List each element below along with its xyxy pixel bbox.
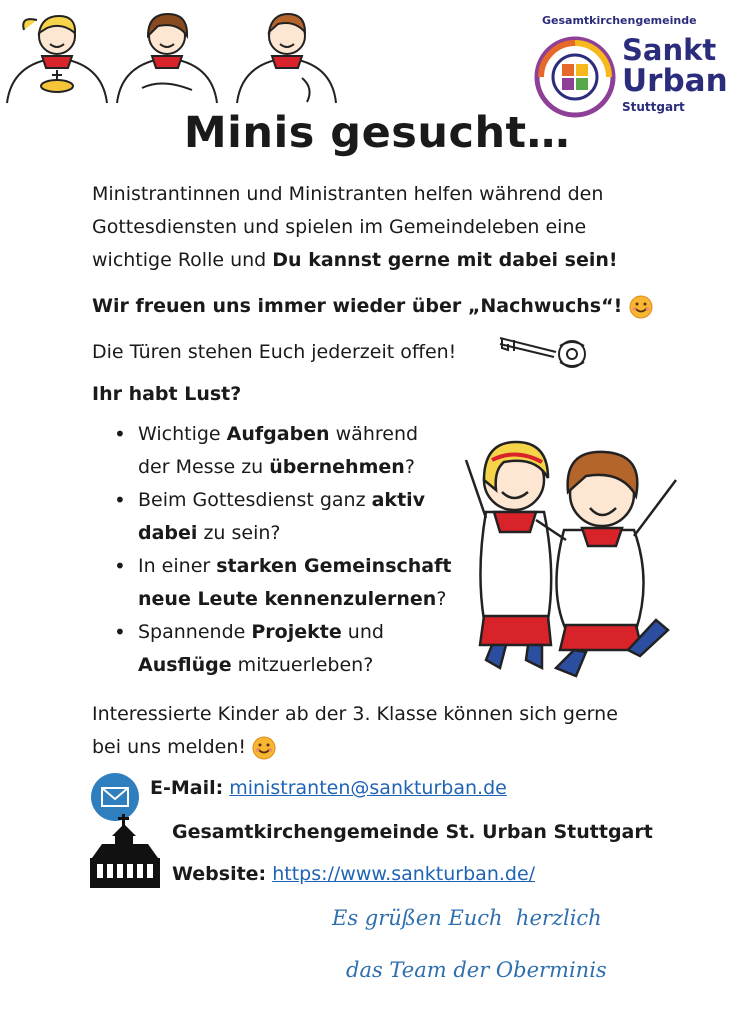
list-item <box>114 616 451 682</box>
outro-paragraph <box>92 698 652 764</box>
email-link[interactable]: ministranten@sankturban.de <box>229 777 507 799</box>
smiley-icon <box>629 295 653 319</box>
signature-line2: das Team der Oberminis <box>346 958 607 982</box>
list-item-text: der Messe zu <box>138 456 270 478</box>
intro-bold: Du kannst gerne mit dabei sein! <box>272 249 618 271</box>
list-item <box>114 550 451 616</box>
jumping-servers-illustration <box>456 420 696 680</box>
list-item-text: zu sein? <box>197 522 281 544</box>
outro-text: Interessierte Kinder ab der 3. Klasse können sich gerne bei uns melden! <box>92 703 618 758</box>
parish-name: Gesamtkirchengemeinde St. Urban Stuttgart <box>172 821 653 843</box>
list-item-text: ? <box>436 588 447 610</box>
intro-paragraph <box>92 178 652 277</box>
altar-servers-illustration <box>2 8 338 108</box>
reasons-list <box>114 418 451 682</box>
list-item-text: In einer <box>138 555 217 577</box>
nachwuchs-line <box>92 290 653 323</box>
logo-top-line: Gesamtkirchengemeinde <box>542 14 697 27</box>
website-link[interactable]: https://www.sankturban.de/ <box>272 863 536 885</box>
list-item <box>114 484 451 550</box>
list-item-bold: aktiv <box>371 489 426 511</box>
list-item-text: während <box>329 423 419 445</box>
logo-city: Stuttgart <box>622 100 685 114</box>
list-item-bold: Projekte <box>251 621 342 643</box>
website-line <box>172 858 535 891</box>
church-icon <box>88 814 162 890</box>
doors-line: Die Türen stehen Euch jederzeit offen! <box>92 341 457 363</box>
smiley-icon <box>252 736 276 760</box>
list-item-text: mitzuerleben? <box>231 654 374 676</box>
list-item-bold: Ausflüge <box>138 654 232 676</box>
list-item-text: Beim Gottesdienst ganz <box>138 489 372 511</box>
list-item-bold: übernehmen <box>269 456 405 478</box>
logo-name-line2: Urban <box>622 63 728 99</box>
list-item-text: Wichtige <box>138 423 227 445</box>
email-label: E-Mail: <box>150 777 224 799</box>
email-line <box>150 772 507 805</box>
list-item-text: ? <box>404 456 415 478</box>
key-icon <box>496 330 590 370</box>
list-item-text: Spannende <box>138 621 252 643</box>
list-item-bold: dabei <box>138 522 198 544</box>
website-label: Website: <box>172 863 267 885</box>
list-item-bold: Aufgaben <box>226 423 330 445</box>
logo-name-line1: Sankt <box>622 33 717 67</box>
lust-heading: Ihr habt Lust? <box>92 383 242 405</box>
page-title: Minis gesucht… <box>183 108 571 158</box>
list-item-bold: neue Leute kennenzulernen <box>138 588 437 610</box>
nachwuchs-text: Wir freuen uns immer wieder über „Nachwuchs“! <box>92 295 623 317</box>
intro-text: Ministrantinnen und Ministranten helfen während den Gottesdiensten und spielen im Gemeindeleben eine wichtige Rolle und <box>92 183 604 271</box>
list-item-text: und <box>341 621 384 643</box>
list-item <box>114 418 451 484</box>
signature-line1: Es grüßen Euch herzlich <box>332 906 602 930</box>
list-item-bold: starken Gemeinschaft <box>216 555 452 577</box>
